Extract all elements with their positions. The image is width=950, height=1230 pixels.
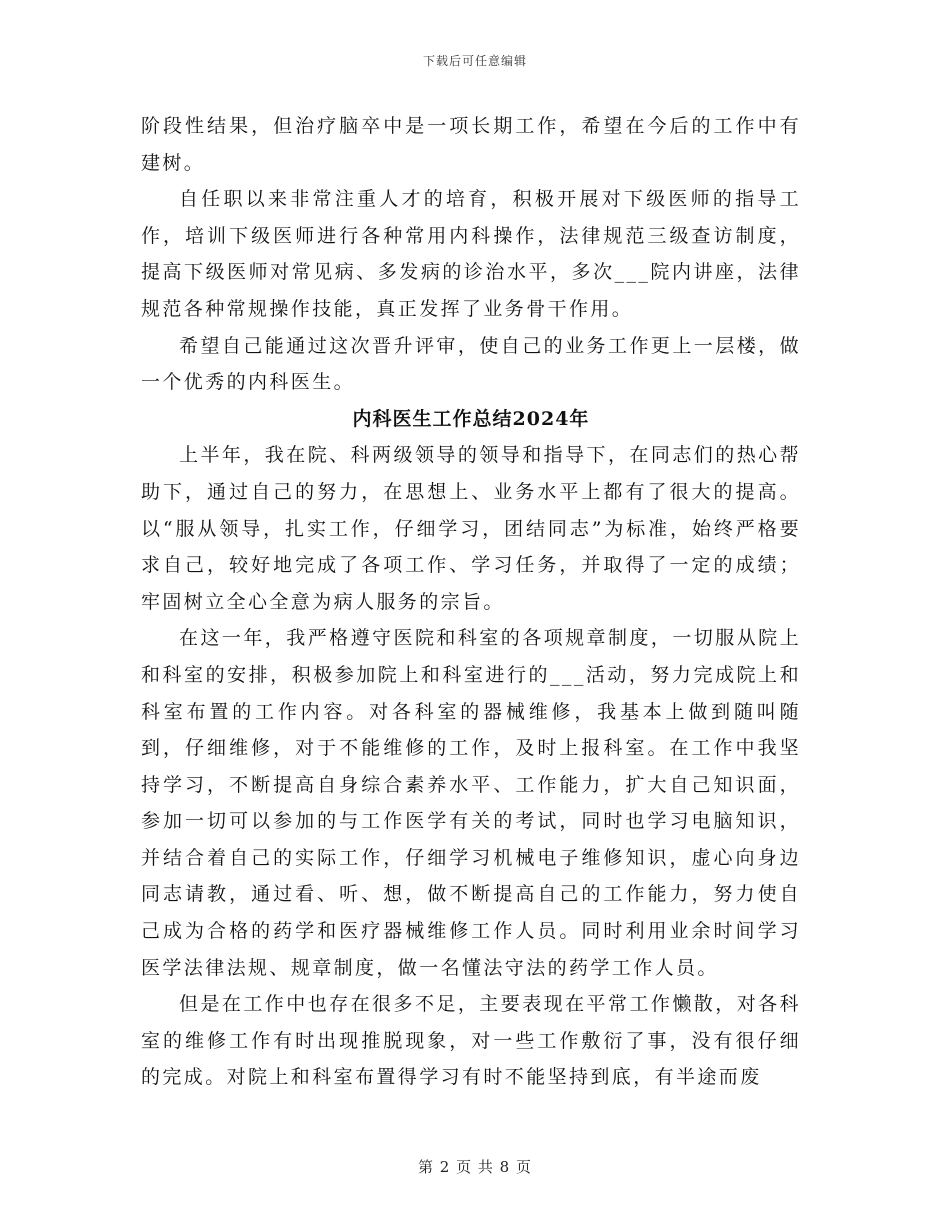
paragraph-this-year: 在这一年，我严格遵守医院和科室的各项规章制度，一切服从院上和科室的安排，积极参加院上和科室进行的___活动，努力完成院上和科室布置的工作内容。对各科室的器械维修，我基本上做到随叫随到，仔细维修，对于不能维修的工作，及时上报科室。在工作中我坚持学习，不断提高自身综合素养水平、工作能力，扩大自己知识面，参加一切可以参加的与工作医学有关的考试，同时也学习电脑知识，并结合着自己的实际工作，仔细学习机械电子维修知识，虚心向身边同志请教，通过看、听、想，做不断提高自己的工作能力，努力使自己成为合格的药学和医疗器械维修工作人员。同时利用业余时间学习医学法律法规、规章制度，做一名懂法守法的药学工作人员。	[141, 627, 801, 979]
paragraph-continuation: 阶段性结果，但治疗脑卒中是一项长期工作，希望在今后的工作中有建树。	[141, 115, 801, 174]
paragraph-training: 自任职以来非常注重人才的培育，积极开展对下级医师的指导工作，培训下级医师进行各种常用内科操作，法律规范三级查访制度，提高下级医师对常见病、多发病的诊治水平，多次___院内讲座，法律规范各种常规操作技能，真正发挥了业务骨干作用。	[141, 188, 801, 320]
paragraph-promotion-hope: 希望自己能通过这次晋升评审，使自己的业务工作更上一层楼，做一个优秀的内科医生。	[141, 334, 801, 394]
page-header-note: 下载后可任意编辑	[422, 54, 527, 68]
paragraph-shortcomings: 但是在工作中也存在很多不足，主要表现在平常工作懒散，对各科室的维修工作有时出现推脱现象，对一些工作敷衍了事，没有很仔细的完成。对院上和科室布置得学习有时不能坚持到底，有半途而废	[141, 993, 801, 1089]
document-body	[141, 108, 801, 1096]
section-title: 内科医生工作总结2024年	[352, 407, 590, 430]
page-number: 第 2 页 共 8 页	[418, 1158, 532, 1176]
paragraph-first-half-year: 上半年，我在院、科两级领导的领导和指导下，在同志们的热心帮助下，通过自己的努力，在思想上、业务水平上都有了很大的提高。以“服从领导，扎实工作，仔细学习，团结同志”为标准，始终严格要求自己，较好地完成了各项工作、学习任务，并取得了一定的成绩；牢固树立全心全意为病人服务的宗旨。	[141, 444, 801, 613]
